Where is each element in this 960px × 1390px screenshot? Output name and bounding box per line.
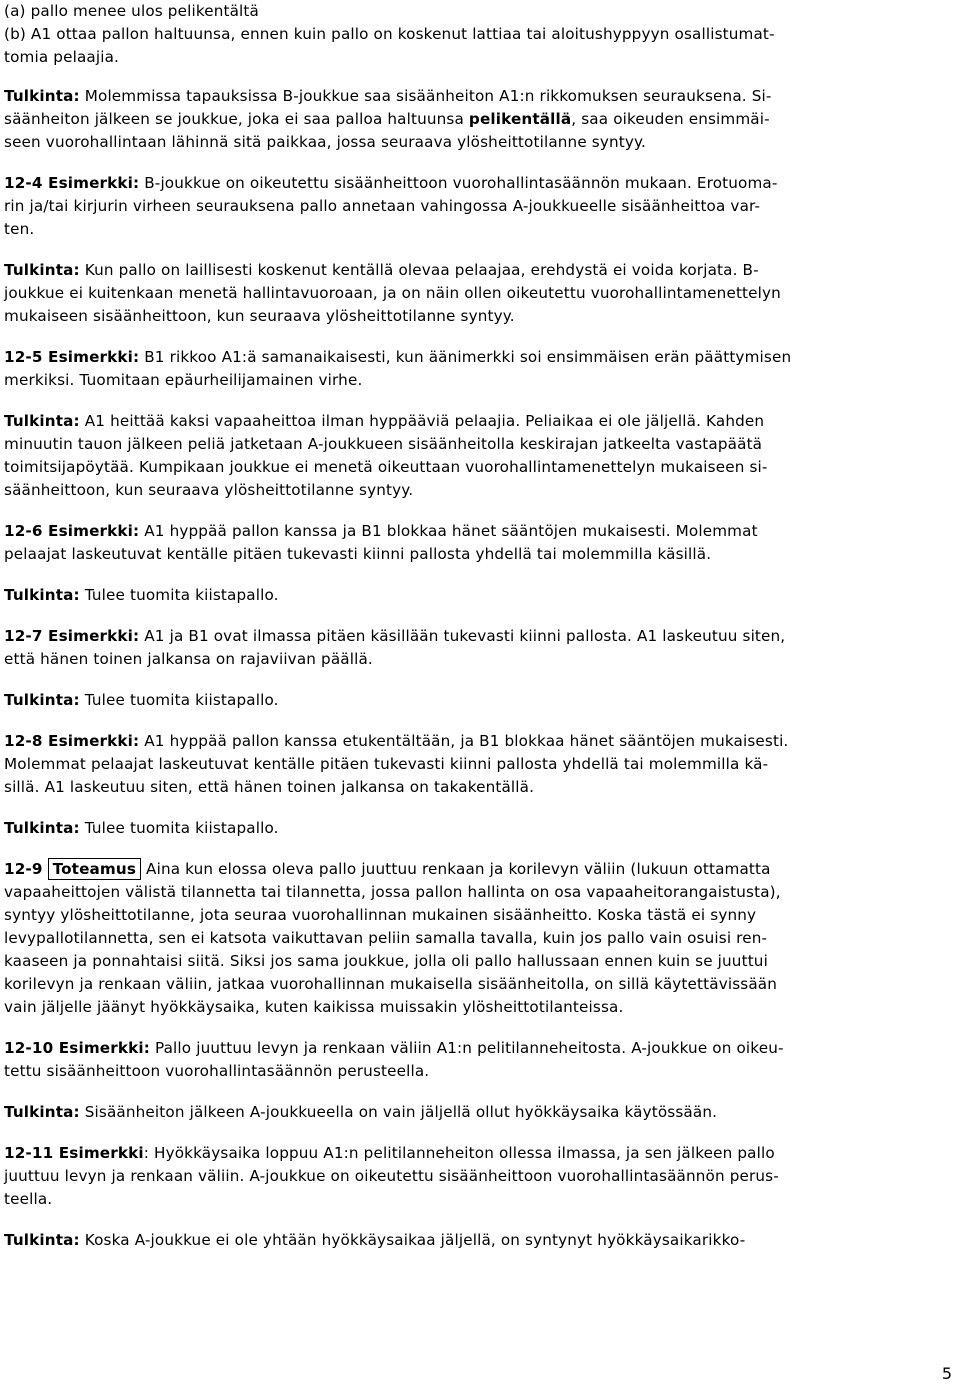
example-12-11: 12-11 Esimerkki: Hyökkäysaika loppuu A1:n pelitilanneheiton ollessa ilmassa, ja sen jälkeen pallo juuttuu levyn ja renkaan väliin. A-joukkue on oikeutettu sisäänheittoon vuorohallintasäännön perus- teella.	[4, 1144, 779, 1208]
interpretation-12-8: Tulkinta: Tulee tuomita kiistapallo.	[4, 819, 279, 837]
example-label: 12-7 Esimerkki:	[4, 627, 140, 645]
statement-number: 12-9	[4, 860, 43, 878]
interpretation-12-7: Tulkinta: Tulee tuomita kiistapallo.	[4, 691, 279, 709]
interpretation-label: Tulkinta:	[4, 691, 80, 709]
example-label: 12-4 Esimerkki:	[4, 174, 140, 192]
interpretation-12-4: Tulkinta: Kun pallo on laillisesti koskenut kentällä olevaa pelaajaa, erehdystä ei voida korjata. B- joukkue ei kuitenkaan menetä hallintavuoroaan, ja on näin ollen oikeutettu vuorohallintamenettelyn mukaiseen sisäänheittoon, kun seuraava ylösheittotilanne syntyy.	[4, 261, 781, 325]
example-12-6: 12-6 Esimerkki: A1 hyppää pallon kanssa ja B1 blokkaa hänet sääntöjen mukaisesti. Molemmat pelaajat laskeutuvat kentälle pitäen tukevasti kiinni pallosta yhdellä tai molemmilla käsillä.	[4, 522, 758, 563]
interpretation-label: Tulkinta:	[4, 1231, 80, 1249]
intro-list	[4, 0, 956, 69]
interpretation-12-11: Tulkinta: Koska A-joukkue ei ole yhtään hyökkäysaikaa jäljellä, on syntynyt hyökkäysaikarikko-	[4, 1231, 746, 1249]
example-12-8: 12-8 Esimerkki: A1 hyppää pallon kanssa etukentältään, ja B1 blokkaa hänet sääntöjen mukaisesti. Molemmat pelaajat laskeutuvat kentälle pitäen tukevasti kiinni pallosta yhdellä tai molemmilla kä- sillä. A1 laskeutuu siten, että hänen toinen jalkansa on takakentällä.	[4, 732, 789, 796]
interpretation-label: Tulkinta:	[4, 261, 80, 279]
interpretation-label: Tulkinta:	[4, 412, 80, 430]
list-item-b: (b) A1 ottaa pallon haltuunsa, ennen kuin pallo on koskenut lattiaa tai aloitushyppyyn osallistumat- tomia pelaajia.	[4, 25, 775, 66]
interpretation-label: Tulkinta:	[4, 1103, 80, 1121]
interpretation-12-10: Tulkinta: Sisäänheiton jälkeen A-joukkueella on vain jäljellä ollut hyökkäysaika käytössään.	[4, 1103, 718, 1121]
example-label: 12-8 Esimerkki:	[4, 732, 140, 750]
example-label: 12-11 Esimerkki	[4, 1144, 144, 1162]
interpretation-label: Tulkinta:	[4, 87, 80, 105]
statement-12-9: 12-9 Toteamus Aina kun elossa oleva pallo juuttuu renkaan ja korilevyn väliin (lukuun ottamatta vapaaheittojen välistä tilannetta tai tilannetta, jossa pallon hallinta on osa vapaaheitorangaistusta), syntyy ylösheittotilanne, jota seuraa vuorohallinnan mukainen sisäänheitto. Koska tästä ei synny levypallotilannetta, sen ei katsota vaikuttavan peliin samalla tavalla, kuin jos pallo vain osuisi ren- kaaseen ja ponnahtaisi siitä. Siksi jos sama joukkue, jolla oli pallo hallussaan ennen kuin se juuttui korilevyn ja renkaan väliin, jatkaa vuorohallinnan mukaisella sisäänheitolla, on sillä käytettävissään vain jäljelle jäänyt hyökkäysaika, kuten kaikissa muissakin ylösheittotilanteissa.	[4, 860, 781, 1016]
document-page	[4, 0, 956, 1252]
example-12-10: 12-10 Esimerkki: Pallo juuttuu levyn ja renkaan väliin A1:n pelitilanneheitosta. A-joukkue on oikeu- tettu sisäänheittoon vuorohallintasäännön perusteella.	[4, 1039, 784, 1080]
page-number: 5	[941, 1364, 952, 1383]
interpretation-label: Tulkinta:	[4, 819, 80, 837]
example-label: 12-6 Esimerkki:	[4, 522, 140, 540]
example-12-4: 12-4 Esimerkki: B-joukkue on oikeutettu sisäänheittoon vuorohallintasäännön mukaan. Erotuoma- rin ja/tai kirjurin virheen seurauksena pallo annetaan vahingossa A-joukkueelle sisäänheittoa var- ten.	[4, 174, 778, 238]
statement-box-label: Toteamus	[48, 858, 141, 880]
list-item-a: (a) pallo menee ulos pelikentältä	[4, 2, 259, 20]
example-label: 12-5 Esimerkki:	[4, 348, 140, 366]
interpretation-label: Tulkinta:	[4, 586, 80, 604]
example-12-7: 12-7 Esimerkki: A1 ja B1 ovat ilmassa pitäen käsillään tukevasti kiinni pallosta. A1 laskeutuu siten, että hänen toinen jalkansa on rajaviivan päällä.	[4, 627, 786, 668]
example-label: 12-10 Esimerkki:	[4, 1039, 150, 1057]
interpretation-12-5: Tulkinta: A1 heittää kaksi vapaaheittoa ilman hyppääviä pelaajia. Peliaikaa ei ole jäljellä. Kahden minuutin tauon jälkeen peliä jatketaan A-joukkueen sisäänheitolla keskirajan jatkeelta vastapäätä toimitsijapöytää. Kumpikaan joukkue ei menetä oikeuttaan vuorohallintamenettelyn mukaiseen si- säänheittoon, kun seuraava ylösheittotilanne syntyy.	[4, 412, 768, 499]
interpretation-paragraph: Tulkinta: Molemmissa tapauksissa B-joukkue saa sisäänheiton A1:n rikkomuksen seurauksena. Si- säänheiton jälkeen se joukkue, joka ei saa palloa haltuunsa pelikentällä, saa oikeuden ensimmäi- seen vuorohallintaan lähinnä sitä paikkaa, jossa seuraava ylösheittotilanne syntyy.	[4, 87, 772, 151]
interpretation-12-6: Tulkinta: Tulee tuomita kiistapallo.	[4, 586, 279, 604]
example-12-5: 12-5 Esimerkki: B1 rikkoo A1:ä samanaikaisesti, kun äänimerkki soi ensimmäisen erän päättymisen merkiksi. Tuomitaan epäurheilijamainen virhe.	[4, 348, 792, 389]
